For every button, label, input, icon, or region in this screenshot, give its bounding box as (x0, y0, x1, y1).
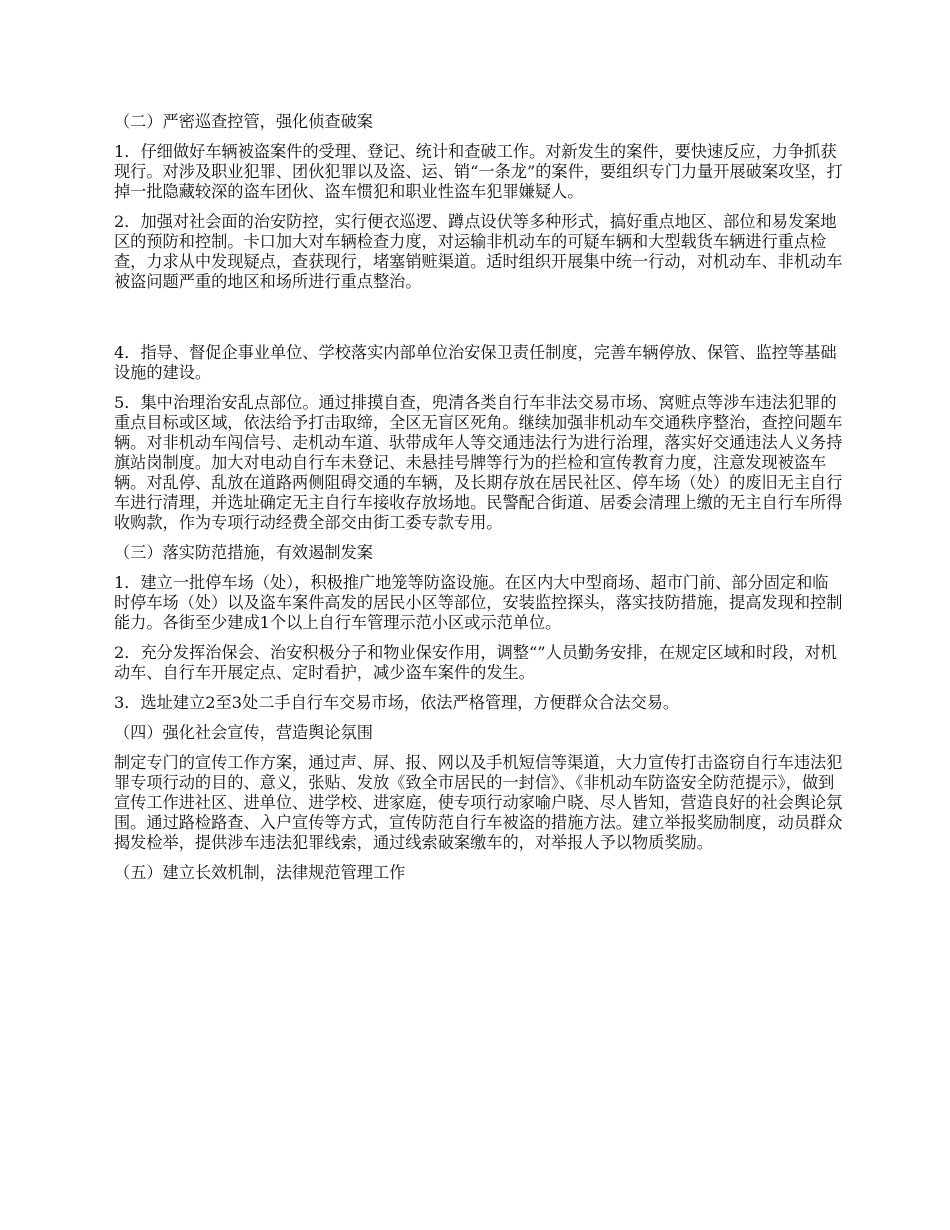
paragraph-3-3: 3．选址建立2至3处二手自行车交易市场，依法严格管理，方便群众合法交易。 (114, 693, 680, 712)
blank-gap (114, 302, 844, 343)
paragraph-4-1: 制定专门的宣传工作方案，通过声、屏、报、网以及手机短信等渠道，大力宣传打击盗窃自行车违法犯罪专项行动的目的、意义，张贴、发放《致全市居民的一封信》、《非机动车防盗安全防范提示》，做到宣传工作进社区、进单位、进学校、进家庭，使专项行动家喻户晓、尽人皆知，营造良好的社会舆论氛围。通过路检路查、入户宣传等方式，宣传防范自行车被盗的措施方法。建立举报奖励制度，动员群众揭发检举，提供涉车违法犯罪线索，通过线索破案缴车的，对举报人予以物质奖励。 (114, 753, 843, 852)
section-heading-3: （三）落实防范措施，有效遏制发案 (114, 543, 373, 562)
paragraph-2-4: 4．指导、督促企事业单位、学校落实内部单位治安保卫责任制度，完善车辆停放、保管、监控等基础设施的建设。 (114, 343, 837, 382)
paragraph-3-2: 2．充分发挥治保会、治安积极分子和物业保安作用，调整“”人员勤务安排，在规定区域和时段，对机动车、自行车开展定点、定时看护，减少盗车案件的发生。 (114, 643, 837, 682)
document-body (114, 112, 844, 893)
paragraph-2-1: 1．仔细做好车辆被盗案件的受理、登记、统计和查破工作。对新发生的案件，要快速反应，力争抓获现行。对涉及职业犯罪、团伙犯罪以及盗、运、销“一条龙”的案件，要组织专门力量开展破案攻坚，打掉一批隐藏较深的盗车团伙、盗车惯犯和职业性盗车犯罪嫌疑人。 (114, 142, 843, 201)
paragraph-3-1: 1．建立一批停车场（处），积极推广地笼等防盗设施。在区内大中型商场、超市门前、部分固定和临时停车场（处）以及盗车案件高发的居民小区等部位，安装监控探头，落实技防措施，提高发现和控制能力。各街至少建成1个以上自行车管理示范小区或示范单位。 (114, 573, 843, 632)
paragraph-2-5: 5．集中治理治安乱点部位。通过排摸自查，兜清各类自行车非法交易市场、窝赃点等涉车违法犯罪的重点目标或区域，依法给予打击取缔，全区无盲区死角。继续加强非机动车交通秩序整治，查控问题车辆。对非机动车闯信号、走机动车道、驮带成年人等交通违法行为进行治理，落实好交通违法人义务持旗站岗制度。加大对电动自行车未登记、未悬挂号牌等行为的拦检和宣传教育力度，注意发现被盗车辆。对乱停、乱放在道路两侧阻碍交通的车辆，及长期存放在居民社区、停车场（处）的废旧无主自行车进行清理，并选址确定无主自行车接收存放场地。民警配合街道、居委会清理上缴的无主自行车所得收购款，作为专项行动经费全部交由街工委专款专用。 (114, 393, 843, 532)
paragraph-2-2: 2．加强对社会面的治安防控，实行便衣巡逻、蹲点设伏等多种形式，搞好重点地区、部位和易发案地区的预防和控制。卡口加大对车辆检查力度，对运输非机动车的可疑车辆和大型载货车辆进行重点检查，力求从中发现疑点，查获现行，堵塞销赃渠道。适时组织开展集中统一行动，对机动车、非机动车被盗问题严重的地区和场所进行重点整治。 (114, 212, 843, 291)
section-heading-2: （二）严密巡查控管，强化侦查破案 (114, 112, 373, 131)
section-heading-5: （五）建立长效机制，法律规范管理工作 (114, 863, 406, 882)
section-heading-4: （四）强化社会宣传，营造舆论氛围 (114, 723, 373, 742)
